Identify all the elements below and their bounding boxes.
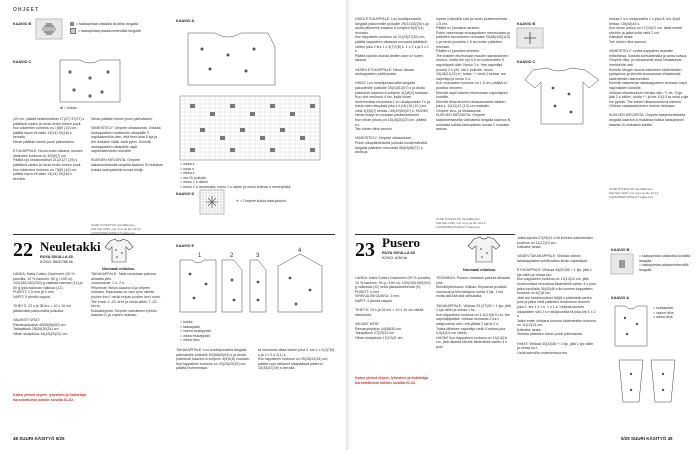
difficulty-pullover-icon xyxy=(467,236,501,264)
svg-text:4: 4 xyxy=(298,248,302,254)
sizing-note: Normaali mitoitus. xyxy=(102,267,136,271)
right-col-2: lopeta 3 silmällä s:lla ja neulo joustinneuletta 1,5 cm. Päättä s:t joustava neuleen. Poimi vasemman etukappaleen etureunasta ja pääntien reunukseen reunasta 76(88)100(110) s ja neulo joustinta 1,5 cm kuten pääntien reunaan. Päättä s:t joustivia neuleen. Tee toiseen etureunaan muuten samanlainen reunus, mutta tee nyt 0,5 cm korkeudelle 5 napinläpeä näin: Neulo 3 s, *tee napinläpi (nosto) 2 s yht, ota 1 puikolle, neulo 15(18)21(24) s*, toista *-* vielä 3 kertaa, tee napinläpi ja neulo 3 s. Kun reunuksen korkeus on 1,5 cm, päättä s:t joustiva neuleen. Kiinnitä napit toiseen etureunaan napinläpien kohdille. Kiinnitä hihat sivuihin olkasaumasta mitaten joka s. 10(11)12 (13) cm matkalle. Ompele sivu- ja hihasaumat. KUKKIEN KIRJONTA: Ompele kaksinkertaisella valkoisella langalla kaavion B mukaisia kukkia laskupistoin kuvaa C mukaan tankan. xyxy=(436,17,511,132)
stitch-icon: ✳ xyxy=(236,199,241,203)
pattern-number-23: 23 xyxy=(355,239,375,261)
kaavio-b3-legend: = taakapintaa vaakealla koralllla langalla = taakapintaa pistaavinbrevällä langalla xyxy=(639,254,691,272)
pattern-22-note: Katso yleiset ohjeet, lyhenteet ja lisätietoja korostettuihin kohtiin sivuilla 61-62. xyxy=(13,393,87,402)
kaavio-b2-chart xyxy=(517,28,547,52)
kaavio-b-legend-1: = taakapintaa vaakalla ikoolilla langalla xyxy=(70,22,190,27)
kaavio-c2-label: KAAVIO C xyxy=(517,60,536,64)
pattern-23-sizing: Normaali mitoitus. xyxy=(463,268,497,272)
flower-icon: ✿ xyxy=(60,106,65,110)
kaavio-d-chart xyxy=(200,190,230,216)
page-footer-left: 48 SUURI KÄSITYÖ 5/25 xyxy=(13,436,65,441)
legend-swatch-icon xyxy=(70,28,76,34)
section-divider xyxy=(13,234,335,235)
right-page xyxy=(349,0,696,450)
pattern-subtitle-2: KOKO: 56/67/86 kk xyxy=(40,260,73,264)
pattern-22-materials: LANKA: Katia Cotton-Cashmere (90 % puuvilla, 10 % kashmir, 50 g =155 m): 100(150)150(200) g vaaleaa harmaa (11) ja 50 g joka kokovan vaikkoa (12). PUIKOT: 2,5 mm ja 3 mm. NAPIT: 5 pientä nappia. TIHEYS: 23 s ja 38 krs = 10 x 10 cm jäätavoista pakuvimilla puikoilla. VALMISTI MTAT: Rinnanympärys 46(55)56(60) cm Takapiituus 25(28)30(34) cm Hihan sisäpituus 16(18)20(22) cm. xyxy=(13,272,83,336)
kaavio-c2-diagram xyxy=(525,66,605,128)
svg-text:2: 2 xyxy=(230,253,234,259)
kaavio-a-label: KAAVIO A xyxy=(176,19,195,23)
kaavio-a3-diagram xyxy=(611,302,651,350)
pattern-22-technique: TAKAKAPPALE: Takki neulotaan palonia alhaalta ylös. Juustoneule: 2 s, 2 s. Pitsineule: Neulo kaavion A ja ohjeen mukaan. Kaaviossa on vain työn oikean puolen krs:t, neulo nurjan puolen krs:t nurin. Tee ensin 1.-20. krs:t ja toista sitten 7.-20. krs:ia. Kukkakirjonta: Ompele valmiiseen työhön kaavion D ja ohjeen mukaan. xyxy=(91,272,161,318)
section-header: OHJEET xyxy=(13,7,40,13)
kaavio-d-legend: ✳ = Ompele kukka laskupistoin. xyxy=(236,199,287,203)
kaavio-c-chart xyxy=(50,58,130,104)
kaavio-a-legend: = oikea s = nurja s = oikea s = ota 2k puikolle = neulo 1 s oikein = neulo 1 s neulotusta, neulo 1 s oikein ja neulo kolmas s neuletyöstä xyxy=(180,162,291,189)
right-col-4: Jatka lopulla 27(29)31 s:llä kunnes kädenteiden korkeus on 11(12)13 cm. Katkaise lanka. VASEN TAKAKAPPALE: Virkkaa oikean takakappaleen peilikuvaksi ilman napinläpiä. ETUKAPPALE: Virkkaa 44(50)56 + 1 kjs, jätä 1 kjs väliin ja virkaa ks:t. Kun kappaleen korkeus on 13(14)14 cm, jätä molemmissa reunoissa kädentietä varten 4 s pois, jatka lopullalla 36(42)46 s:lla kunnes kappaleen korkeus on 6(7)8 cm. Jätä sivi keskimmäiset 8(8)8 s pääntietä varten pois ja jatka vielä pääntien molemmin reunoin joka 2. krs 1 x 1 s, 1 x 1 s. Virkkaa kunnes olkapäiden väli 2 s:n sisäpuolella tä joka krs:1 x 2 s. Jatka ensin virkkaus kunnes kädenteiden korkeus on 11(12)13 cm. Katkaise lanka. Virkkaa pääntien toinen puoli päinvastoin. HIHAT: Virkkaa 30(33)36 + 1 kjs, jätä 1 kjs väliin ja virkaa ks:t. Lisää samoilla molemmissa reu- xyxy=(517,236,597,355)
svg-text:3: 3 xyxy=(256,253,260,259)
pattern-subtitle-1: RUYA SIVULLA 65 xyxy=(40,255,73,259)
difficulty-sweater-icon xyxy=(104,238,134,264)
author-credit: OHJE TOTEUTUS: Ilja Mättonen, Kati Sari 2016, ma, ta ja pe klo 10-12 LANKATIEDUSTELUT: katia.com xyxy=(91,223,141,235)
kaavio-e-legend: = kukka = taakapalat = vasen etukappale = oikea etukappale = oikea hiha xyxy=(180,320,212,343)
kaavio-e-label: KAAVIO E xyxy=(176,244,195,248)
kaavio-b2-label: KAAVIO B xyxy=(517,22,536,26)
right-col-1: OKEA ETUKAPPALE: Luo korallipuusella langalla pakuvimille puikoille 29(31)33(35) s ja aloita pitsineule kaavion A kohjeen 8(3)7(4) mukaan. Kun tappaleen korkeus on 21(24)27(30) cm, päättä kappaleen olkaasta reunasta päättävä varten joka 2 krs 1 x 4(7)7(8) s, 1 x 2 s ja 3 x 1 s. Päättä lopulla osvista lähtien olan s:t kuten takana. VASEN ETUKAPPALE: Neulo oikean etukappaleen peilikuvaksi. HIHAT: Luo korallipuusuvallla langalla pakuvimille puikoille 35(41)51(57) s ja aloita pitsineule kaavion A kohjeen 4(3)8(3) mukaan. Kun olet neulonut 4 krs, lisää hihan molemmissa reunoissa 1 s:n sisäpuolella 1 s ja toista otten tiskyksiä joka 14.(18.)10.(10.) krs vielä 3(5)5(7) kertaa =45(49)53(57) s. HUOM! Neulo lisätyt s:t mukaan pitsineuleeseen. Kun hihan pituus on 16(18)20(22) cm, päättä s:t. Tee toinen hiha samoin. VIIMEISTELY: Ompele olkasaumat. Poimi olkapäinellisellä puikolla korallinväriellä langalla pääntien reunoista 56(64)68(72) s, aloita ja xyxy=(355,17,430,155)
kaavio-a3-label: KAAVIO A xyxy=(611,296,630,300)
kaavio-a3-legend: = kukkapiste = vasen hiha = oikea hiha xyxy=(653,306,674,320)
kaavio-d-label: KAAVIO D xyxy=(176,192,195,196)
kaavio-b-label: KAAVIO B xyxy=(13,22,32,26)
instructions-col-2: Neulo päättän toinen puoli päinvastoin. VIIMEISTELY: Ompele olkasaumat. Virkkaa etukappaleen molemmin olkapäille 3 napiluisenkkia olen, että tiset aina 5 kja ja tee lenkkien väliin vielä pylvs. Kiinnitä etukappaleen olkapäille napit napistuslenkkien kohdille. KUKKIEN KIRJONTA: Ompele kaksinkertaisella langalla kaavion B mukaisia kukkia laskupistoilla kuvaa tekijä. xyxy=(91,117,163,172)
section-divider-right xyxy=(355,234,515,235)
instructions-col-1: (19 cm, päättä keskimmäiset 27(27) 37(37) s päättävä varten ja neulo ensin toinen puoli. Kun kädenten korkeus on 7(8)9 (10) cm, päättä lopun eli vään 13(14) 15(16) s kerralla. Neulo päättän toinen puoli päinvastoin. ETUKAPPALE: Neulo kuten takana, kunnes kädenten korkeus on 4(5)6(7) cm. Päättä kyt keskimmäiset 21(21)27 (29) s päättävä varten ja neulo ensin toinen puoli. Kun kädenten korkeus on 7(8)9 (10) cm, päättä lopun eli vään 13(14) 15(16) s kerralla. xyxy=(13,117,85,181)
kaavio-e-diagram xyxy=(178,250,338,316)
legend-swatch-icon xyxy=(70,22,74,26)
pattern-23-materials: LANKA: Katia Cotton-Cashmere (90 % puuvilla, 10 % kashmir, 50 g =155 m): 100(150)150(200) g valkoista (11) sekä pistaasinvihreää (9). PUIKOT: 3 mm. VIRKKAUSKOUKKU: 3 mm. NAPIT: 3 pientä nappia. TIHEYS: 19 s ja 31 krs = 10 x 10 cm sileää silmukoita. VALMIIT MTAT: Rinnanympärys 44(48)50 cm. Takapiituus 27(29)31 cm. Hihan sisäpituus 17(19)21 cm. xyxy=(355,276,431,340)
svg-text:1: 1 xyxy=(198,253,202,259)
pattern-23-subtitle-2: KOKO: 6/36 kk xyxy=(382,256,408,260)
right-author-credit-2: OHJE TOTEUTUS: Ilja Mättonen, Kati Sari 2016, ma, ta ja pe klo 10-12 LANKATIEDUSTELUT: katia.com xyxy=(609,187,659,199)
pattern-23-subtitle-1: RUYA SIVULLA 65 xyxy=(382,251,415,255)
page-footer-right: 5/25 SUURI KÄSITYÖ 49 xyxy=(621,436,673,441)
kaavio-a3-sleeves xyxy=(615,356,685,406)
kaavio-a-diagram xyxy=(180,27,290,89)
right-col-3: noissa 2 s:n sisäpuolella 1 s joka 8. krs 3(x)5 kertaa =36(40)44 s. Kun hihan pituus on 17(19)21 cm, lisää merkit sivuihin ja jatka kuita vielä 2 cm. Katkaise lanka. Tee toinen hiha samoin. VIIMEISTELY: Levitä kappaleet alustalle mittoihinsa, kostuta sumuttamalla ja anna kuivua. Ompele olka- ja sivusaumat sekä hihasaumat merkkeihin asti. Kiinnitä hihojen suorat kädentien kädenteiden pystysivun ja kiinnitä sivusaumat hihasaumat kädenteiden alareunuihin. Kiinnitä vasemman takakappaleen reunaan napit napinläpien kohdille. Virkkaa hihansuuhun mertaa näin: *1 ks, 3 kjs, jätä 2 s väliin*, toista *-* ja tee 10(13 ks sekä sulje krs pylväs. Tee toinen hihansuureuna samoin. Virkkaa vastaavanlainen reunus helmaan. KUKKIEN KIRJONTA: Ompele kaksinkertaisella langalla kaavion A mukaisia kukkia laskupistoin kaavion B mukaisiin kohtiin. xyxy=(609,17,689,127)
kaavio-b3-label: KAAVIO B xyxy=(611,248,630,252)
pattern-22-back-cont: ta reunoista olkaa varten joka 2. krs 1 x 4(3)7(6) s ja 2 x 3 s 2(1) s. Kun tappaleen korkeus on 25(28)31(34) cm, päättä kopi olekkeet olkapäässä päärrrei 33(35)37(39) s kerralla. xyxy=(258,348,335,371)
pattern-22-back: TAKAKAPPALE: Luo korallipuusella langalla pakuvimille puikoille 50(55)60(63) s ja aloita pitsineule kaavion A kohjeen 4(8)4(8) mukaan. Kun tappaleen korkeus on 20(26)29(33) cm, päättä molemmissa xyxy=(176,348,250,371)
left-page xyxy=(0,0,347,450)
kaavio-b-chart xyxy=(36,19,64,41)
pattern-23-note: Katso yleiset ohjeet, lyhenteet ja lisätietoja korostettuihin kohtiin sivuilla 61-62. xyxy=(355,376,429,385)
kaavio-c-legend: ✿ = kukka xyxy=(60,106,77,110)
pattern-title: Neuletakki xyxy=(40,239,101,254)
kaavio-b3-chart xyxy=(611,254,637,278)
pattern-23-technique: TEKNIIKKA: Pusero virkataan palonia alhaalta ylös. Kirinäöljivirkkaus/ Villikas: Kirjotavat ja kaikki nousuvat ja kerroinlapon kohta 4 kjs, 1 krs mutta älä kää sitä silmukalta. TAKAKAPPALE: Virkkaa 25 (27)29 + 1 kjs, jätä 1 kjs väliin ja virkaa 1 ks. Kun kappaleen korkeus on 4,5(4,5)5,5 cm, tee napinläpipäätä: virkkaa reunassa 2 ks:n sisäpuolella olen, etä ylittää 2 kjs:ta 2 s. Toista tällainen napinläpi vielä 4 kertaa joka 3,5(4)4,5 cm välein. HUOM! Kun kappaleen korkeus on 13(14)15 cm, jätä olkasta sivuille kädentietä varten 4 s pois. xyxy=(436,276,511,349)
kaavio-a-chart xyxy=(180,96,330,166)
right-author-credit: OHJE TOTEUTUS: Ilja Mättonen, Kati Sari 2016, ma, ta ja pe klo 10-12 LANKATIEDUSTELUT: katia.com xyxy=(436,217,486,229)
pattern-number: 22 xyxy=(13,239,33,261)
kaavio-c-label: KAAVIO C xyxy=(13,60,32,64)
pattern-title-23: Pusero xyxy=(382,235,421,250)
kaavio-b-legend-2: = taakapintaa pistaavimhevällä langalla xyxy=(70,28,190,34)
